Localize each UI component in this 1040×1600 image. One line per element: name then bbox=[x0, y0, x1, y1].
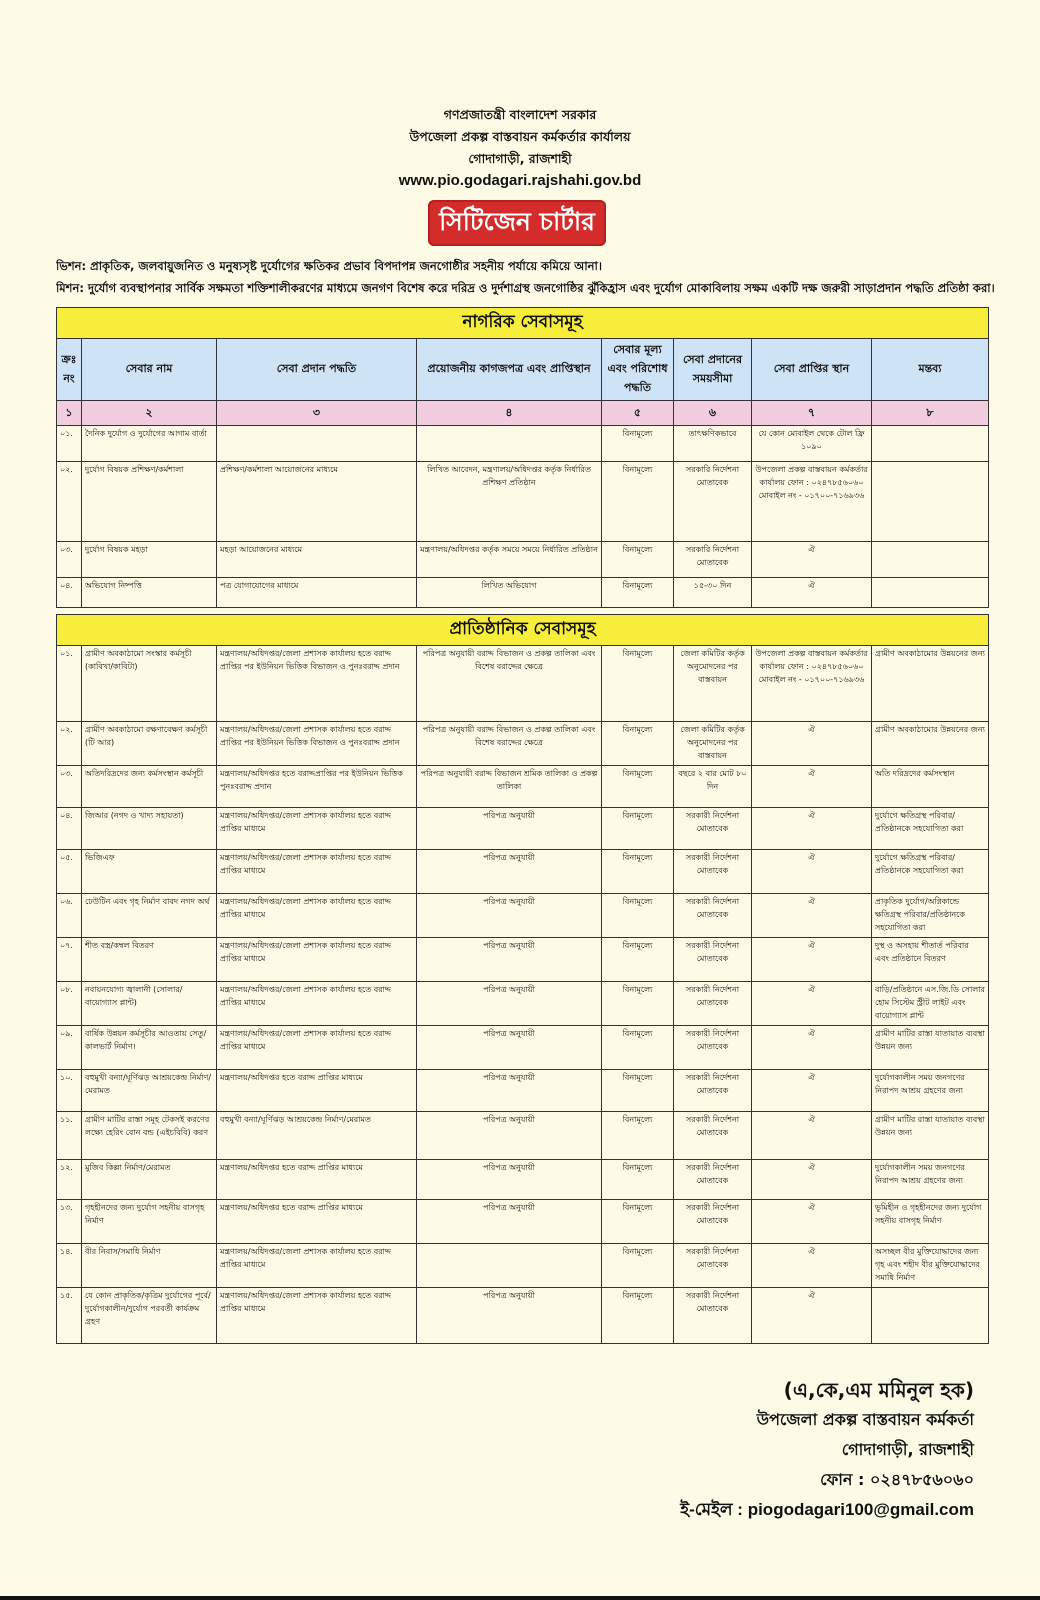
table-row bbox=[57, 1026, 989, 1070]
table-cell: অভিযোগ নিষ্পত্তি bbox=[82, 578, 217, 608]
table-cell bbox=[872, 462, 989, 542]
table-cell: সরকারী নির্দেশনা মোতাবেক bbox=[674, 1200, 752, 1244]
table-cell: ১১. bbox=[57, 1112, 82, 1160]
table-cell: পরিপত্র অনুযায়ী bbox=[417, 1112, 602, 1160]
column-number: ৮ bbox=[872, 401, 989, 426]
table-cell: মন্ত্রণালয়/অধিদপ্তর হতে বরাদ্দ প্রাপ্তির মাধ্যমে bbox=[217, 1070, 417, 1112]
table-cell: সরকারী নির্দেশনা মোতাবেক bbox=[674, 894, 752, 938]
table-cell: বিনামূল্যে bbox=[602, 766, 674, 808]
email-label: ই-মেইল : bbox=[680, 1500, 748, 1519]
table-cell: বিনামূল্যে bbox=[602, 1200, 674, 1244]
table-cell: ০৪. bbox=[57, 578, 82, 608]
column-number: ৫ bbox=[602, 401, 674, 426]
table-row bbox=[57, 938, 989, 982]
citizen-charter-banner: সিটিজেন চার্টার bbox=[428, 200, 606, 246]
table-cell: মন্ত্রণালয়/অধিদপ্তর/জেলা প্রশাসক কার্যালয় হতে বরাদ্দ প্রাপ্তির মাধ্যমে bbox=[217, 808, 417, 850]
table-cell: বিনামূল্যে bbox=[602, 1160, 674, 1200]
table-cell: মন্ত্রণালয়/অধিদপ্তর হতে বরাদ্দ প্রাপ্তির মাধ্যমে bbox=[217, 1160, 417, 1200]
table-cell: ঐ bbox=[752, 1288, 872, 1344]
table-row bbox=[57, 646, 989, 722]
table-cell: বিনামূল্যে bbox=[602, 1112, 674, 1160]
table-cell: ঐ bbox=[752, 1244, 872, 1288]
table-cell: অতিদরিদ্রদের জন্য কর্মসংস্থান কর্মসূচী bbox=[82, 766, 217, 808]
table-cell: অতি দরিদ্রদের কর্মসংস্থান bbox=[872, 766, 989, 808]
column-number-row bbox=[57, 401, 989, 426]
table-cell: ০৪. bbox=[57, 808, 82, 850]
table-cell: পত্র যোগাযোগের মাধ্যমে bbox=[217, 578, 417, 608]
table-cell: বিনামূল্যে bbox=[602, 542, 674, 578]
table-cell: ০১. bbox=[57, 426, 82, 462]
table-cell: পরিপত্র অনুযায়ী bbox=[417, 938, 602, 982]
officer-name: (এ,কে,এম মমিনুল হক) bbox=[783, 1378, 974, 1402]
table-cell: ০২. bbox=[57, 462, 82, 542]
table-cell: দুর্যোগ বিষয়ক প্রশিক্ষণ/কর্মশালা bbox=[82, 462, 217, 542]
table-cell: মন্ত্রণালয়/অধিদপ্তর হতে বরাদ্দ প্রাপ্তির মাধ্যমে bbox=[217, 1200, 417, 1244]
table-cell: মন্ত্রণালয়/অধিদপ্তর/জেলা প্রশাসক কার্যালয় হতে বরাদ্দ প্রাপ্তির মাধ্যমে bbox=[217, 938, 417, 982]
table-cell: বিনামূল্যে bbox=[602, 982, 674, 1026]
table-cell: মন্ত্রণালয়/অধিদপ্তর/জেলা প্রশাসক কার্যালয় হতে বরাদ্দ প্রাপ্তির মাধ্যমে bbox=[217, 894, 417, 938]
table-cell: ১৫-৩০ দিন bbox=[674, 578, 752, 608]
table-cell: দুর্যোগ বিষয়ক মহড়া bbox=[82, 542, 217, 578]
website-url: www.pio.godagari.rajshahi.gov.bd bbox=[398, 172, 642, 189]
table-cell: মন্ত্রণালয়/অধিদপ্তর/জেলা প্রশাসক কার্যালয় হতে বরাদ্দ প্রাপ্তির মাধ্যমে bbox=[217, 1288, 417, 1344]
institutional-services-title: প্রাতিষ্ঠানিক সেবাসমূহ bbox=[57, 615, 989, 646]
table-cell: অসচ্ছল বীর মুক্তিযোদ্ধাদের জন্য গৃহ এবং শহীদ বীর মুক্তিযোদ্ধাদের সমাধি নির্মাণ bbox=[872, 1244, 989, 1288]
column-header: মন্তব্য bbox=[872, 339, 989, 401]
table-cell: জিআর (নগদ ও খাদ্য সহায়তা) bbox=[82, 808, 217, 850]
table-cell: লিখিত আবেদন, মন্ত্রণালয়/অধিদপ্তর কর্তৃক নির্ধারিত প্রশিক্ষণ প্রতিষ্ঠান bbox=[417, 462, 602, 542]
table-row bbox=[57, 426, 989, 462]
table-cell: ভিজিএফ bbox=[82, 850, 217, 894]
table-cell: সরকারী নির্দেশনা মোতাবেক bbox=[674, 1244, 752, 1288]
table-cell: সরকারি নির্দেশনা মোতাবেক bbox=[674, 542, 752, 578]
table-cell bbox=[872, 578, 989, 608]
table-cell: ঐ bbox=[752, 542, 872, 578]
table-cell: গ্রামীণ মাটির রাস্তা যাতায়াত ব্যবস্থা উন্নয়ন জন্য bbox=[872, 1112, 989, 1160]
table-cell: বিনামূল্যে bbox=[602, 938, 674, 982]
table-cell: সরকারী নির্দেশনা মোতাবেক bbox=[674, 938, 752, 982]
table-row bbox=[57, 462, 989, 542]
table-cell: মুজিব কিল্লা নির্মাণ/মেরামত bbox=[82, 1160, 217, 1200]
table-cell: বাড়ি/প্রতিষ্ঠানে এস.জি.ডি সোলার হোম সিস্টেম স্ট্রীট লাইট এবং বায়োগ্যাস প্লান্ট bbox=[872, 982, 989, 1026]
table-cell: ঐ bbox=[752, 938, 872, 982]
officer-phone: ফোন : ০২৪৭৮৫৬০৬০ bbox=[820, 1470, 974, 1489]
table-cell: ১৫. bbox=[57, 1288, 82, 1344]
table-cell: ০৩. bbox=[57, 542, 82, 578]
table-cell: পরিপত্র অনুযায়ী bbox=[417, 1026, 602, 1070]
signature-block bbox=[614, 1375, 974, 1525]
table-cell: ১২. bbox=[57, 1160, 82, 1200]
table-cell: মন্ত্রণালয়/অধিদপ্তর/জেলা প্রশাসক কার্যালয় হতে বরাদ্দ প্রাপ্তির পর ইউনিয়ন ভিত্তিক বিভাজন ও পুনঃবরাদ্দ প্রদান bbox=[217, 646, 417, 722]
table-cell: নবায়নযোগ্য জ্বালানী (সোলার/বায়োগ্যাস প্লান্ট) bbox=[82, 982, 217, 1026]
table-cell: ঐ bbox=[752, 808, 872, 850]
table-cell: জেলা কমিটির কর্তৃক অনুমোদনের পর বাস্তবায়ন bbox=[674, 646, 752, 722]
citizen-services-title: নাগরিক সেবাসমূহ bbox=[57, 308, 989, 339]
table-cell: দুর্যোগকালীন সময় জনগণের নিরাপদ আশ্রয় গ্রহণের জন্য bbox=[872, 1070, 989, 1112]
table-cell: মন্ত্রণালয়/অধিদপ্তর/জেলা প্রশাসক কার্যালয় হতে বরাদ্দ প্রাপ্তির মাধ্যমে bbox=[217, 1244, 417, 1288]
table-cell: প্রাকৃতিক দুর্যোগ/অগ্নিকান্ডে ক্ষতিগ্রস্থ পরিবার/প্রতিষ্ঠানকে সহযোগিতা করা bbox=[872, 894, 989, 938]
column-number: ৬ bbox=[674, 401, 752, 426]
table-cell: বিনামূল্যে bbox=[602, 808, 674, 850]
table-cell: সরকারী নির্দেশনা মোতাবেক bbox=[674, 1026, 752, 1070]
table-cell: ১৪. bbox=[57, 1244, 82, 1288]
table-cell: বিনামূল্যে bbox=[602, 850, 674, 894]
table-row bbox=[57, 1244, 989, 1288]
table-cell: মন্ত্রণালয়/অধিদপ্তর হতে বরাদ্দপ্রাপ্তির পর ইউনিয়ন ভিত্তিক পুনঃবরাদ্দ প্রদান bbox=[217, 766, 417, 808]
table-row bbox=[57, 1160, 989, 1200]
table-cell: ০৭. bbox=[57, 938, 82, 982]
table-cell: মন্ত্রণালয়/অধিদপ্তর/জেলা প্রশাসক কার্যালয় হতে বরাদ্দ প্রাপ্তির পর ইউনিয়ন ভিত্তিক বিভাজন ও পুনঃবরাদ্দ প্রদান bbox=[217, 722, 417, 766]
table-cell: তাৎক্ষণিকভাবে bbox=[674, 426, 752, 462]
table-cell: বিনামূল্যে bbox=[602, 646, 674, 722]
table-cell: গৃহহীনদের জন্য দুর্যোগ সহনীয় বাসগৃহ নির্মাণ bbox=[82, 1200, 217, 1244]
table-cell: ঐ bbox=[752, 850, 872, 894]
officer-location: গোদাগাড়ী, রাজশাহী bbox=[841, 1440, 974, 1459]
table-cell: ০৮. bbox=[57, 982, 82, 1026]
column-header: সেবা প্রদান পদ্ধতি bbox=[217, 339, 417, 401]
table-cell: দুর্যোগে ক্ষতিগ্রস্থ পরিবার/ প্রতিষ্ঠানকে সহযোগিতা করা bbox=[872, 850, 989, 894]
table-cell: গ্রামীণ মাটির রাস্তা যাতায়াত ব্যবস্থা উন্নয়ন জন্য bbox=[872, 1026, 989, 1070]
table-cell: শীত বস্ত্র/কম্বল বিতরণ bbox=[82, 938, 217, 982]
office-title: উপজেলা প্রকল্প বাস্তবায়ন কর্মকর্তার কার্যালয় bbox=[409, 129, 631, 144]
mission-text: মিশন: দুর্যোগ ব্যবস্থাপনার সার্বিক সক্ষমতা শক্তিশালীকরণের মাধ্যমে জনগণ বিশেষ করে দরিদ্র ও দুর্দশাগ্রস্থ জনগোষ্ঠির ঝুঁকিহ্রাস এবং দুর্যোগ মোকাবিলায় সক্ষম একটি দক্ষ জরুরী সাড়াপ্রদান পদ্ধতি প্রতিষ্ঠা করা। bbox=[56, 281, 995, 295]
table-cell bbox=[872, 542, 989, 578]
table-cell: বহুমুখী বন্যা/ঘূর্ণিঝড় আশ্রয়কেন্দ্র নির্মাণ/মেরামত bbox=[217, 1112, 417, 1160]
table-cell: মন্ত্রণালয়/অধিদপ্তর/জেলা প্রশাসক কার্যালয় হতে বরাদ্দ প্রাপ্তির মাধ্যমে bbox=[217, 982, 417, 1026]
table-cell: সরকারী নির্দেশনা মোতাবেক bbox=[674, 808, 752, 850]
table-cell: বিনামূল্যে bbox=[602, 426, 674, 462]
table-cell: উপজেলা প্রকল্প বাস্তবায়ন কর্মকর্তার কার্যালয় ফোন : ০২৪৭৮৫৬০৬০ মোবাইল নং - ০১৭০০-৭১৬৯৩৬ bbox=[752, 646, 872, 722]
table-cell: সরকারী নির্দেশনা মোতাবেক bbox=[674, 850, 752, 894]
table-cell bbox=[417, 426, 602, 462]
column-header: প্রয়োজনীয় কাগজপত্র এবং প্রাপ্তিস্থান bbox=[417, 339, 602, 401]
table-cell: জেলা কমিটির কর্তৃক অনুমোদনের পর বাস্তবায়ন bbox=[674, 722, 752, 766]
table-cell: ঐ bbox=[752, 766, 872, 808]
govt-title: গণপ্রজাতন্ত্রী বাংলাদেশ সরকার bbox=[443, 107, 597, 122]
table-cell: দৈনিক দুর্যোগ ও দুর্যোগের আগাম বার্তা bbox=[82, 426, 217, 462]
table-cell: বিনামূল্যে bbox=[602, 578, 674, 608]
table-cell: ঐ bbox=[752, 894, 872, 938]
column-header: সেবা প্রদানের সময়সীমা bbox=[674, 339, 752, 401]
document-header bbox=[0, 104, 1040, 192]
column-header: সেবার নাম bbox=[82, 339, 217, 401]
column-header: ক্রঃ নং bbox=[57, 339, 82, 401]
office-location: গোদাগাড়ী, রাজশাহী bbox=[468, 151, 572, 166]
table-cell: পরিপত্র অনুযায়ী bbox=[417, 1200, 602, 1244]
table-cell: ১৩. bbox=[57, 1200, 82, 1244]
table-cell: উপজেলা প্রকল্প বাস্তবায়ন কর্মকর্তার কার্যালয় ফোন : ০২৪৭৮৫৬০৬০ মোবাইল নং - ০১৭০০-৭১৬৯৩৬ bbox=[752, 462, 872, 542]
table-cell: ০৫. bbox=[57, 850, 82, 894]
table-cell: বিনামূল্যে bbox=[602, 1026, 674, 1070]
table-cell: গ্রামীণ অবকাঠামো রক্ষণাবেক্ষণ কর্মসূচী (টি আর) bbox=[82, 722, 217, 766]
table-row bbox=[57, 1112, 989, 1160]
table-cell: ০৬. bbox=[57, 894, 82, 938]
table-cell bbox=[417, 1244, 602, 1288]
officer-email: piogodagari100@gmail.com bbox=[747, 1500, 974, 1519]
table-cell: পরিপত্র অনুযায়ী bbox=[417, 808, 602, 850]
table-row bbox=[57, 766, 989, 808]
table-cell: পরিপত্র অনুযায়ী বরাদ্দ বিভাজন ও প্রকল্প তালিকা এবং বিশেষ বরাদ্দের ক্ষেত্রে bbox=[417, 646, 602, 722]
table-cell: ঐ bbox=[752, 982, 872, 1026]
table-cell: বিনামূল্যে bbox=[602, 1244, 674, 1288]
table-cell: পরিপত্র অনুযায়ী bbox=[417, 1070, 602, 1112]
table-cell: বীর নিবাস/সমাধি নির্মাণ bbox=[82, 1244, 217, 1288]
table-cell: গ্রামীণ অবকাঠামোর উন্নয়নের জন্য bbox=[872, 722, 989, 766]
table-row bbox=[57, 808, 989, 850]
column-number: ১ bbox=[57, 401, 82, 426]
table-row bbox=[57, 850, 989, 894]
table-cell bbox=[872, 426, 989, 462]
table-cell: ভূমিহীন ও গৃহহীনদের জন্য দুর্যোগ সহনীয় বাসগৃহ নির্মাণ bbox=[872, 1200, 989, 1244]
table-cell: ঢেউটিন এবং গৃহ নির্মাণ বাবদ নগদ অর্থ bbox=[82, 894, 217, 938]
table-cell: সরকারী নির্দেশনা মোতাবেক bbox=[674, 1288, 752, 1344]
vision-text: ভিশন: প্রাকৃতিক, জলবায়ুজনিত ও মনুষ্যসৃষ্ট দুর্যোগের ক্ষতিকর প্রভাব বিপদাপন্ন জনগোষ্ঠীর সহনীয় পর্যায়ে কমিয়ে আনা। bbox=[56, 259, 602, 273]
table-row bbox=[57, 982, 989, 1026]
table-row bbox=[57, 1200, 989, 1244]
table-cell: বিনামূল্যে bbox=[602, 1070, 674, 1112]
table-cell: ঐ bbox=[752, 722, 872, 766]
table-cell: সরকারী নির্দেশনা মোতাবেক bbox=[674, 1160, 752, 1200]
table-cell: বিনামূল্যে bbox=[602, 462, 674, 542]
table-cell: গ্রামীণ অবকাঠামো সংস্কার কর্মসূচী (কাবিখা/কাবিটা) bbox=[82, 646, 217, 722]
table-cell: প্রশিক্ষণ/কর্মশালা আয়োজনের মাধ্যমে bbox=[217, 462, 417, 542]
column-header: সেবার মূল্য এবং পরিশোধ পদ্ধতি bbox=[602, 339, 674, 401]
column-number: ৭ bbox=[752, 401, 872, 426]
officer-designation: উপজেলা প্রকল্প বাস্তবায়ন কর্মকর্তা bbox=[756, 1410, 974, 1429]
institutional-services-table bbox=[56, 614, 989, 1344]
table-cell bbox=[872, 1288, 989, 1344]
table-cell: ঐ bbox=[752, 1160, 872, 1200]
table-cell: লিখিত অভিযোগ bbox=[417, 578, 602, 608]
table-cell: পরিপত্র অনুযায়ী বরাদ্দ বিভাজন শ্রমিক তালিকা ও প্রকল্প তালিকা bbox=[417, 766, 602, 808]
table-cell: বিনামূল্যে bbox=[602, 894, 674, 938]
table-row bbox=[57, 722, 989, 766]
table-cell: দুর্যোগে ক্ষতিগ্রস্থ পরিবার/ প্রতিষ্ঠানকে সহযোগিতা করা bbox=[872, 808, 989, 850]
table-cell: মন্ত্রণালয়/অধিদপ্তর কর্তৃক সময়ে সময়ে নির্ধারিত প্রতিষ্ঠান bbox=[417, 542, 602, 578]
table-cell: সরকারি নির্দেশনা মোতাবেক bbox=[674, 462, 752, 542]
page-bottom-rule bbox=[0, 1596, 1040, 1600]
table-cell: ০২. bbox=[57, 722, 82, 766]
table-cell: সরকারী নির্দেশনা মোতাবেক bbox=[674, 1070, 752, 1112]
table-row bbox=[57, 578, 989, 608]
table-cell: বার্ষিক উন্নয়ন কর্মসূচীর আওতায় সেতু/কালভার্ট নির্মাণ। bbox=[82, 1026, 217, 1070]
table-cell: পরিপত্র অনুযায়ী bbox=[417, 850, 602, 894]
table-row bbox=[57, 1070, 989, 1112]
table-cell: যে কোন মোবাইল থেকে টোল ফ্রি ১০৯০ bbox=[752, 426, 872, 462]
table-cell: সরকারী নির্দেশনা মোতাবেক bbox=[674, 982, 752, 1026]
table-cell: পরিপত্র অনুযায়ী bbox=[417, 1288, 602, 1344]
table-cell: পরিপত্র অনুযায়ী bbox=[417, 982, 602, 1026]
table-cell: দুস্থ ও অসহায় শীতার্ত পরিবার এবং প্রতিষ্ঠানে বিতরণ bbox=[872, 938, 989, 982]
table-cell: ঐ bbox=[752, 1200, 872, 1244]
column-header: সেবা প্রাপ্তির স্থান bbox=[752, 339, 872, 401]
table-cell: ঐ bbox=[752, 1070, 872, 1112]
table-cell: ০৩. bbox=[57, 766, 82, 808]
table-row bbox=[57, 1288, 989, 1344]
table-cell bbox=[217, 426, 417, 462]
table-cell: যে কোন প্রাকৃতিক/কৃত্রিম দুর্যোগের পূর্বে/দুর্যোগকালীন/দুর্যোগ পরবর্তী কার্যক্রম গ্রহণ bbox=[82, 1288, 217, 1344]
table-cell: বছরে ২ বার মোট ৮০ দিন bbox=[674, 766, 752, 808]
table-cell: সরকারী নির্দেশনা মোতাবেক bbox=[674, 1112, 752, 1160]
table-cell: বিনামূল্যে bbox=[602, 722, 674, 766]
table-cell: গ্রামীণ অবকাঠামোর উন্নয়নের জন্য bbox=[872, 646, 989, 722]
table-cell: ঐ bbox=[752, 578, 872, 608]
table-cell: মহড়া আয়োজনের মাধ্যমে bbox=[217, 542, 417, 578]
table-row bbox=[57, 894, 989, 938]
table-cell: দুর্যোগকালীন সময় জনগণের নিরাপদ আশ্রয় গ্রহণের জন্য bbox=[872, 1160, 989, 1200]
table-header-row bbox=[57, 339, 989, 401]
table-cell: ১০. bbox=[57, 1070, 82, 1112]
citizen-services-table bbox=[56, 307, 989, 608]
column-number: ৩ bbox=[217, 401, 417, 426]
table-cell: পরিপত্র অনুযায়ী bbox=[417, 894, 602, 938]
table-cell: ঐ bbox=[752, 1026, 872, 1070]
table-cell: ঐ bbox=[752, 1112, 872, 1160]
table-cell: মন্ত্রণালয়/অধিদপ্তর/জেলা প্রশাসক কার্যালয় হতে বরাদ্দ প্রাপ্তির মাধ্যমে bbox=[217, 850, 417, 894]
table-cell: ০৯. bbox=[57, 1026, 82, 1070]
table-cell: গ্রামীণ মাটির রাস্তা সমূহ টেকসই করণের লক্ষ্যে হেরিং বোন বন্ড (এইচবিবি) করণ bbox=[82, 1112, 217, 1160]
table-cell: ০১. bbox=[57, 646, 82, 722]
column-number: ২ bbox=[82, 401, 217, 426]
table-cell: বহুমুখী বন্যা/ঘূর্ণিঝড় আশ্রয়কেন্দ্র নির্মাণ/ মেরামত bbox=[82, 1070, 217, 1112]
table-cell: মন্ত্রণালয়/অধিদপ্তর/জেলা প্রশাসক কার্যালয় হতে বরাদ্দ প্রাপ্তির মাধ্যমে bbox=[217, 1026, 417, 1070]
table-cell: পরিপত্র অনুযায়ী bbox=[417, 1160, 602, 1200]
table-cell: বিনামূল্যে bbox=[602, 1288, 674, 1344]
table-cell: পরিপত্র অনুযায়ী বরাদ্দ বিভাজন ও প্রকল্প তালিকা এবং বিশেষ বরাদ্দের ক্ষেত্রে bbox=[417, 722, 602, 766]
table-row bbox=[57, 542, 989, 578]
column-number: ৪ bbox=[417, 401, 602, 426]
